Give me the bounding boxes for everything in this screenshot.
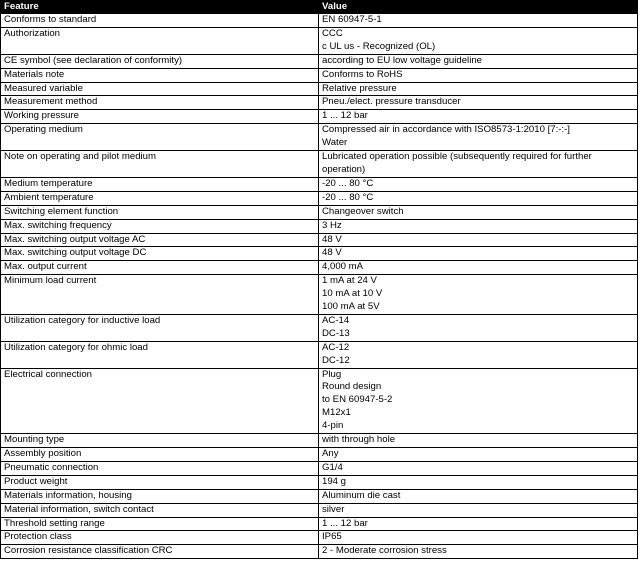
table-row [1, 489, 638, 503]
value-line: 1 ... 12 bar [322, 517, 368, 529]
table-row [1, 261, 638, 275]
feature-cell: Conforms to standard [1, 14, 319, 28]
feature-cell: Protection class [1, 531, 319, 545]
feature-cell: Authorization [1, 27, 319, 54]
value-line: Pneu./elect. pressure transducer [322, 96, 461, 108]
table-row [1, 517, 638, 531]
value-cell [319, 205, 638, 219]
value-line: 48 V [322, 247, 342, 259]
value-cell [319, 517, 638, 531]
spec-table-body [1, 14, 638, 559]
value-line: DC-12 [322, 354, 350, 366]
value-line: 2 - Moderate corrosion stress [322, 545, 447, 557]
value-line: 100 mA at 5V [322, 301, 380, 313]
table-row [1, 448, 638, 462]
table-row [1, 14, 638, 28]
feature-cell: Operating medium [1, 124, 319, 151]
feature-cell: Measurement method [1, 96, 319, 110]
table-row [1, 191, 638, 205]
value-cell [319, 14, 638, 28]
value-cell [319, 368, 638, 434]
value-line: Compressed air in accordance with ISO8573-1:2010 [7:-:-] [322, 124, 570, 136]
value-cell [319, 68, 638, 82]
table-row [1, 110, 638, 124]
feature-cell: Assembly position [1, 448, 319, 462]
value-cell [319, 219, 638, 233]
feature-cell: Max. switching output voltage AC [1, 233, 319, 247]
value-cell [319, 233, 638, 247]
value-line: G1/4 [322, 461, 343, 473]
table-row [1, 219, 638, 233]
value-line: M12x1 [322, 407, 351, 419]
value-cell [319, 275, 638, 315]
value-line: Changeover switch [322, 205, 404, 217]
feature-cell: Material information, switch contact [1, 503, 319, 517]
value-cell [319, 434, 638, 448]
feature-cell: Electrical connection [1, 368, 319, 434]
feature-cell: Switching element function [1, 205, 319, 219]
feature-cell: Materials note [1, 68, 319, 82]
value-line: Water [322, 137, 348, 149]
table-row [1, 27, 638, 54]
value-line: CCC [322, 27, 343, 39]
value-cell [319, 110, 638, 124]
value-line: silver [322, 503, 345, 515]
value-cell [319, 247, 638, 261]
feature-cell: Materials information, housing [1, 489, 319, 503]
value-cell [319, 124, 638, 151]
value-cell [319, 475, 638, 489]
table-row [1, 205, 638, 219]
value-line: 3 Hz [322, 219, 342, 231]
value-cell [319, 177, 638, 191]
table-row [1, 54, 638, 68]
value-cell [319, 27, 638, 54]
value-cell [319, 341, 638, 368]
feature-cell: Note on operating and pilot medium [1, 151, 319, 178]
feature-cell: Mounting type [1, 434, 319, 448]
value-line: Lubricated operation possible (subsequently required for further operation) [322, 151, 592, 175]
table-row [1, 124, 638, 151]
value-line: 1 mA at 24 V [322, 275, 377, 287]
value-cell [319, 448, 638, 462]
value-line: 4-pin [322, 420, 344, 432]
table-row [1, 275, 638, 315]
feature-cell: Medium temperature [1, 177, 319, 191]
feature-cell: Max. output current [1, 261, 319, 275]
value-line: -20 ... 80 °C [322, 191, 374, 203]
value-line: EN 60947-5-1 [322, 14, 382, 25]
feature-cell: Max. switching output voltage DC [1, 247, 319, 261]
table-row [1, 177, 638, 191]
feature-column-header: Feature [1, 1, 319, 14]
value-cell [319, 461, 638, 475]
feature-cell: Corrosion resistance classification CRC [1, 545, 319, 559]
value-cell [319, 54, 638, 68]
value-cell [319, 191, 638, 205]
value-line: Conforms to RoHS [322, 68, 403, 80]
feature-cell: CE symbol (see declaration of conformity) [1, 54, 319, 68]
value-cell [319, 82, 638, 96]
value-line: 48 V [322, 233, 342, 245]
table-row [1, 247, 638, 261]
value-line: DC-13 [322, 327, 350, 339]
value-line: Round design [322, 381, 382, 393]
value-cell [319, 261, 638, 275]
value-cell [319, 503, 638, 517]
value-line: AC-14 [322, 314, 350, 326]
value-line: Any [322, 448, 339, 459]
value-line: Relative pressure [322, 82, 397, 94]
table-row [1, 434, 638, 448]
value-cell [319, 314, 638, 341]
value-cell [319, 96, 638, 110]
value-line: AC-12 [322, 341, 350, 353]
feature-cell: Working pressure [1, 110, 319, 124]
feature-cell: Ambient temperature [1, 191, 319, 205]
value-line: c UL us - Recognized (OL) [322, 40, 436, 52]
table-row [1, 341, 638, 368]
value-cell [319, 531, 638, 545]
value-line: -20 ... 80 °C [322, 177, 374, 189]
table-row [1, 368, 638, 434]
value-cell [319, 545, 638, 559]
value-line: 1 ... 12 bar [322, 110, 368, 122]
feature-cell: Minimum load current [1, 275, 319, 315]
table-row [1, 503, 638, 517]
value-line: Plug [322, 368, 342, 380]
feature-cell: Utilization category for inductive load [1, 314, 319, 341]
value-line: with through hole [322, 434, 396, 446]
feature-cell: Threshold setting range [1, 517, 319, 531]
table-row [1, 82, 638, 96]
table-row [1, 68, 638, 82]
table-row [1, 96, 638, 110]
value-line: IP65 [322, 531, 342, 543]
table-row [1, 233, 638, 247]
value-line: 10 mA at 10 V [322, 288, 383, 300]
value-line: Aluminum die cast [322, 489, 401, 501]
feature-cell: Product weight [1, 475, 319, 489]
table-row [1, 475, 638, 489]
table-header-row [1, 1, 638, 14]
value-line: 4,000 mA [322, 261, 364, 273]
value-column-header: Value [319, 1, 638, 14]
table-row [1, 531, 638, 545]
value-line: to EN 60947-5-2 [322, 394, 393, 406]
value-line: 194 g [322, 475, 347, 487]
table-row [1, 151, 638, 178]
table-row [1, 461, 638, 475]
feature-cell: Measured variable [1, 82, 319, 96]
value-cell [319, 151, 638, 178]
table-row [1, 314, 638, 341]
feature-cell: Pneumatic connection [1, 461, 319, 475]
value-cell [319, 489, 638, 503]
feature-cell: Utilization category for ohmic load [1, 341, 319, 368]
feature-cell: Max. switching frequency [1, 219, 319, 233]
table-row [1, 545, 638, 559]
value-line: according to EU low voltage guideline [322, 54, 482, 66]
